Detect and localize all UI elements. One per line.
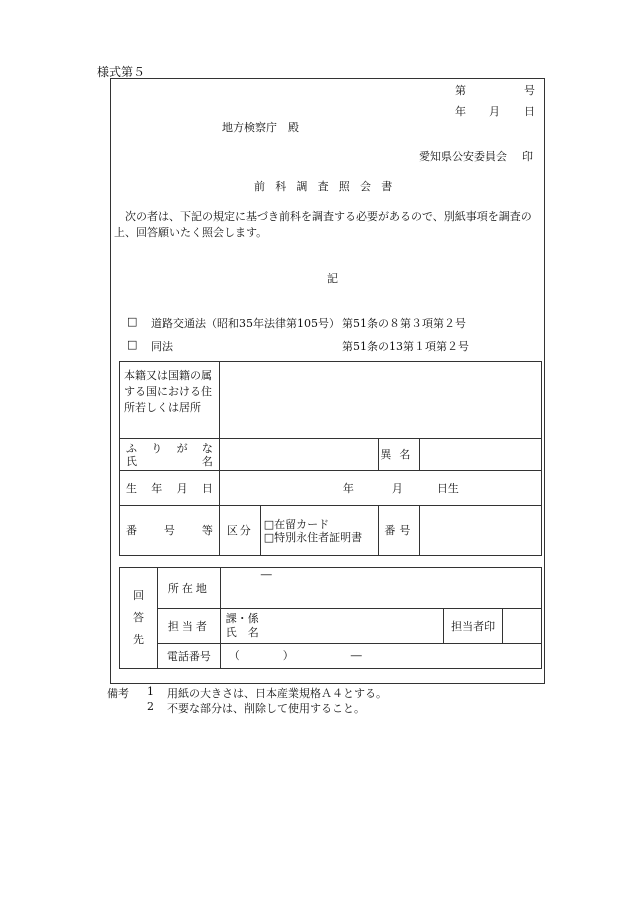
provision-1-checkbox[interactable]: □ — [127, 315, 138, 328]
ki-heading: 記 — [327, 272, 338, 285]
form-number: 様式第５ — [97, 65, 146, 79]
addressee: 地方検察庁 殿 — [222, 121, 299, 134]
note-2-number: 2 — [147, 700, 154, 713]
reply-table — [119, 567, 542, 669]
phone-dash: ― — [350, 649, 362, 662]
staff-field[interactable] — [220, 609, 443, 644]
date-year: 年 — [455, 105, 466, 118]
name-field[interactable] — [219, 439, 379, 471]
category-options — [260, 506, 379, 556]
provision-2-article: 第51条の13第１項第２号 — [342, 340, 469, 353]
location-label: 所在地 — [157, 568, 220, 609]
subject-table — [119, 361, 542, 556]
staff-seal-field[interactable] — [503, 609, 542, 644]
dob-day: 日生 — [436, 482, 459, 495]
provision-1-article: 第51条の８第３項第２号 — [342, 317, 466, 330]
note-1-number: 1 — [147, 685, 154, 698]
domicile-label: 本籍又は国籍の属する国における住所若しくは居所 — [120, 362, 220, 439]
provision-2-law: 同法 — [151, 340, 173, 353]
dob-field[interactable] — [219, 471, 541, 506]
furigana-char: な — [201, 441, 213, 455]
dob-label: 生 年 月 日 — [120, 471, 220, 506]
alias-label: 異名 — [379, 439, 420, 471]
date-month: 月 — [489, 105, 500, 118]
sender-seal: 印 — [522, 150, 533, 163]
phone-paren-close: ） — [282, 649, 294, 662]
domicile-field[interactable] — [219, 362, 541, 439]
provision-1-law: 道路交通法（昭和35年法律第105号） — [151, 317, 340, 330]
name-label-cell — [120, 439, 220, 471]
sender: 愛知県公安委員会 — [419, 150, 507, 163]
staff-name-label: 氏 名 — [225, 626, 259, 639]
note-2-text: 不要な部分は、削除して使用すること。 — [167, 702, 365, 715]
staff-seal-label: 担当者印 — [444, 609, 503, 644]
furigana-char: り — [151, 441, 163, 455]
special-permanent-checkbox[interactable]: □特別永住者証明書 — [263, 530, 363, 544]
number-field[interactable] — [420, 506, 542, 556]
note-1-text: 用紙の大きさは、日本産業規格Ａ４とする。 — [167, 687, 387, 700]
name-char-last: 名 — [201, 454, 213, 468]
residence-card-checkbox[interactable]: □在留カード — [263, 517, 330, 531]
section-label: 課・係 — [225, 612, 259, 625]
doc-number-suffix: 号 — [524, 84, 535, 97]
reply-side-label: 回 答 先 — [120, 568, 158, 669]
number-label: 番 号 等 — [120, 506, 220, 556]
furigana-char: ふ — [126, 441, 137, 455]
name-char-first: 氏 — [126, 454, 137, 468]
phone-field[interactable] — [220, 644, 541, 669]
postal-dash: ― — [260, 568, 272, 581]
document-title: 前科調査照会書 — [254, 180, 403, 193]
date-day: 日 — [524, 105, 535, 118]
number-field-label: 番号 — [379, 506, 420, 556]
dob-month: 月 — [391, 482, 403, 495]
alias-field[interactable] — [420, 439, 542, 471]
provision-2-checkbox[interactable]: □ — [127, 338, 138, 351]
phone-label: 電話番号 — [157, 644, 220, 669]
location-field[interactable] — [220, 568, 541, 609]
notes-label: 備考 — [107, 687, 129, 700]
dob-year: 年 — [342, 482, 354, 495]
staff-label: 担当者 — [157, 609, 220, 644]
furigana-char: が — [176, 441, 188, 455]
doc-number-prefix: 第 — [455, 84, 466, 97]
phone-paren-open: （ — [228, 649, 240, 662]
category-label: 区分 — [219, 506, 260, 556]
body-text: 次の者は、下記の規定に基づき前科を調査する必要があるので、別紙事項を調査の上、回答願いたく照会します。 — [114, 210, 532, 239]
